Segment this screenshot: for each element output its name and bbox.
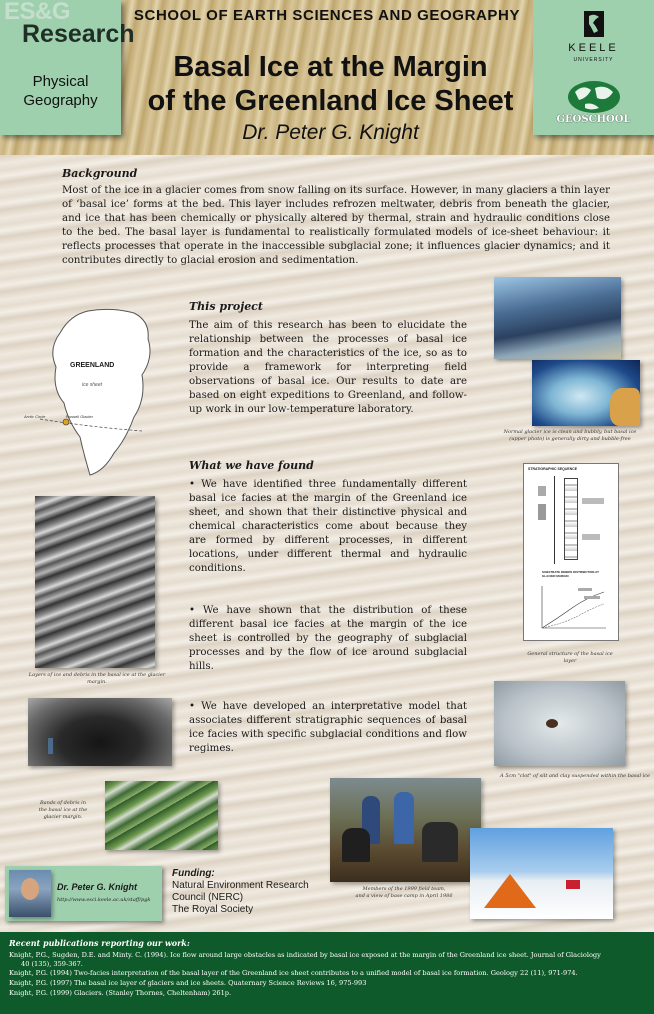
team-member-4 [422, 822, 458, 862]
diagram-distribution-plot [538, 582, 608, 634]
poster-author: Dr. Peter G. Knight [242, 121, 419, 144]
found-point-3: • We have developed an interpretative model that associates different stratigraphic sequences of basal ice facies with specific subglacial conditions and flow regimes. [189, 701, 467, 754]
research-panel [0, 0, 135, 135]
clean-glacier-ice-photo [532, 360, 640, 426]
funding-line-1: Natural Environment Research [172, 880, 309, 891]
university-subtitle: UNIVERSITY [573, 57, 614, 63]
map-ice-sheet-label: ice sheet [82, 382, 103, 388]
background-text: Most of the ice in a glacier comes from snow falling on its surface. However, in many glaciers a thin layer of ‘basal ice’ forms at the bed. This layer includes refrozen meltwater, debris from beneath the glacier, and ice that has been chemically or physically altered by thermal, strain and hydraulic conditions close to the bed. The basal layer is fundamental to realistically formulated models of ice-sheet behaviour: it reflects processes that operate in the inaccessible subglacial zone; it influences glacier dynamics; and it contributes directly to glacial erosion and sedimentation. [62, 185, 610, 266]
greenland-map [30, 305, 180, 480]
person-in-cave [48, 738, 53, 754]
map-country-label: GREENLAND [70, 362, 115, 369]
geoschool-logo-text: GEOSCHOOL [556, 114, 631, 125]
division-label: Physical Geography [23, 73, 98, 109]
diagram-subtitle: SUBSTRATE DEBRIS DISTRIBUTION AT GLACIER MARGIN [542, 570, 599, 578]
map-circle-label: Arctic Circle [24, 414, 46, 419]
field-team-photo [330, 778, 481, 882]
team-caption: Members of the 1999 field team, and a view of base camp in April 1986 [355, 886, 453, 899]
publication-item: Knight, P.G. (1997) The basal ice layer of glaciers and ice sheets. Quaternary Science Reviews 16, 975-993 [9, 979, 367, 987]
structure-caption: General structure of the basal ice layer [527, 651, 613, 664]
diagram-bar-1 [538, 486, 546, 496]
school-name: SCHOOL OF EARTH SCIENCES AND GEOGRAPHY [133, 7, 521, 24]
project-text: The aim of this research has been to elucidate the relationship between the processes of basal ice formation and the characteristics of the ice, so as to provide a framework for interpreting field observations of basal ice. Our results to date are based on eight expeditions to Greenland, and follow-up work in our low-temperature laboratory. [189, 320, 467, 415]
author-portrait [9, 870, 51, 917]
team-member-2 [394, 792, 414, 844]
hand-holding-ice [610, 388, 640, 426]
background-heading: Background [62, 167, 138, 180]
keele-crest-icon [583, 10, 605, 38]
esg-logo-text: ES&G [4, 0, 71, 25]
diagram-bar-3 [582, 498, 604, 504]
diagram-column [564, 478, 578, 560]
map-site-label: Russell Glacier [66, 414, 93, 419]
research-label: Research [22, 20, 135, 48]
diagram-bar-4 [582, 534, 600, 540]
funding-heading: Funding: [172, 868, 215, 879]
publications-footer [0, 932, 654, 1014]
diagram-bar-2 [538, 504, 546, 520]
university-name: KEELE [568, 42, 619, 54]
publication-item: Knight, P.G., Sugden, D.E. and Minty. C. (1994). Ice flow around large obstacles as indicated by basal ice exposed at the margin of the Greenland ice sheet. Journal of Glaciology [9, 951, 601, 959]
debris-bands-cave-photo [28, 698, 172, 766]
funding-line-3: The Royal Society [172, 904, 254, 915]
green-debris-bands-photo [105, 781, 218, 850]
found-heading: What we have found [189, 459, 314, 472]
clot-object [546, 719, 558, 728]
globe-icon [567, 80, 621, 114]
publications-heading: Recent publications reporting our work: [9, 938, 190, 948]
stratigraphy-diagram [523, 463, 619, 641]
dirty-basal-ice-photo [494, 277, 621, 359]
publication-item: Knight, P.G. (1994) Two-facies interpretation of the basal layer of the Greenland ice sheet contributes to a unified model of basal ice formation. Geology 22 (11), 971-974. [9, 969, 578, 977]
layers-caption: Layers of ice and debris in the basal ice at the glacier margin. [28, 672, 166, 685]
clot-caption: A 5cm "clot" of silt and clay suspended within the basal ice [500, 773, 650, 779]
publication-item: Knight, P.G. (1999) Glaciers. (Stanley Thornes, Cheltenham) 261p. [9, 989, 232, 997]
ice-samples-caption: Normal glacier ice is clean and bubbly, but basal ice (upper photo) is generally dirty and bubble-free [503, 429, 637, 442]
portrait-face [21, 878, 39, 900]
contact-url[interactable]: http://www.esci.keele.ac.uk/staff/pgk [57, 897, 151, 903]
diagram-axis-line [554, 476, 555, 564]
diagram-title: STRATIGRAPHIC SEQUENCE [528, 467, 578, 471]
publication-item: 40 (135), 359-367. [21, 960, 83, 968]
found-point-2: • We have shown that the distribution of these different basal ice facies at the margin of the ice sheet is controlled by the geography of subglacial processes and by the flow of ice around subglacial hills. [189, 605, 467, 672]
silt-clot-photo [494, 681, 625, 766]
poster-title: Basal Ice at the Margin of the Greenland Ice Sheet [147, 51, 514, 117]
contact-name: Dr. Peter G. Knight [57, 882, 138, 892]
bands-caption: Bands of debris in the basal ice at the glacier margin. [38, 800, 88, 820]
base-camp-photo [470, 828, 613, 919]
camp-tent [484, 874, 536, 908]
team-member-3 [342, 828, 370, 862]
funding-block [172, 868, 309, 916]
found-point-1: • We have identified three fundamentally different basal ice facies at the margin of the Greenland ice sheet, and shown that their distinctive physical and chemical characteristics come about because they are formed by different processes, in different locations, under different thermal and hydraulic conditions. [189, 479, 467, 574]
ice-debris-layers-photo [35, 496, 155, 668]
camp-flag [566, 880, 580, 889]
contact-panel [5, 866, 162, 921]
funding-line-2: Council (NERC) [172, 892, 244, 903]
project-heading: This project [189, 300, 263, 313]
